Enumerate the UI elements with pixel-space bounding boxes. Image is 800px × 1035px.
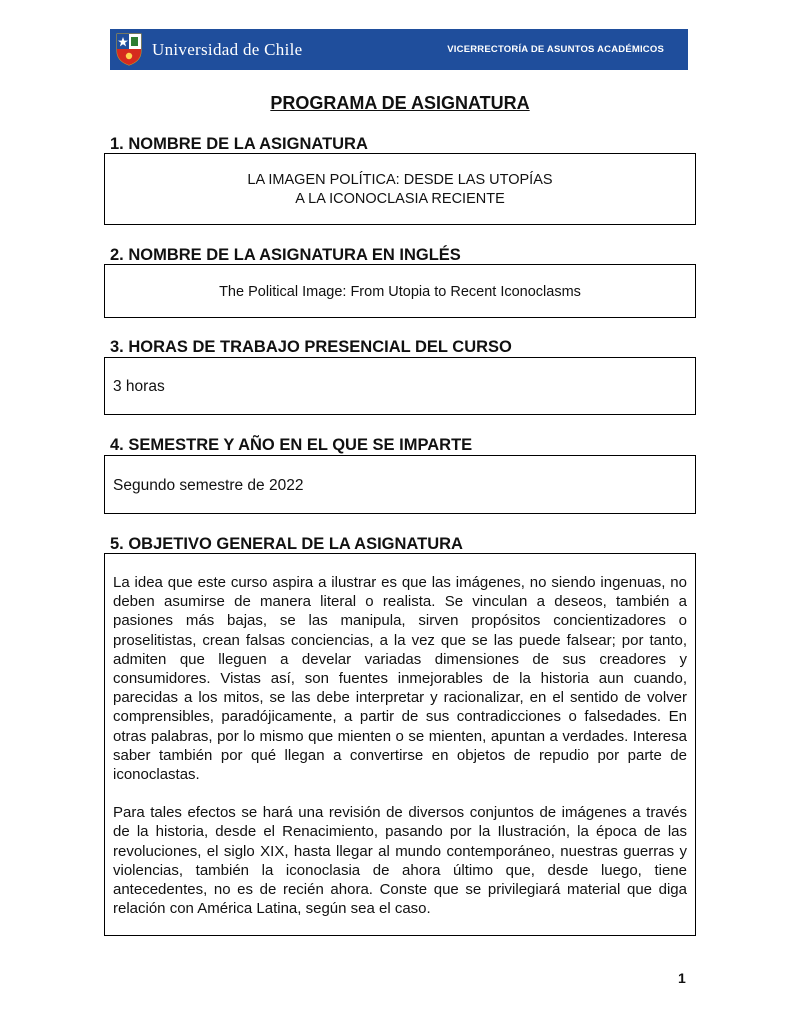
- objective-paragraph-2: Para tales efectos se hará una revisión de diversos conjuntos de imágenes a través de la historia, desde el Renacimiento, pasando por la Ilustración, la época de las revoluciones, el siglo XIX, hasta llegar al mundo contemporáneo, nuestras guerras y violencias, también la iconoclasia de ahora último que, desde luego, tiene antecedentes, no es de recién ahora. Conste que se privilegiará material que diga relación con América Latina, según sea el caso.: [113, 804, 687, 918]
- english-course-name: The Political Image: From Utopia to Recent Iconoclasms: [219, 284, 581, 300]
- section-4-heading: 4. SEMESTRE Y AÑO EN EL QUE SE IMPARTE: [110, 436, 473, 454]
- document-title: PROGRAMA DE ASIGNATURA: [270, 93, 530, 113]
- university-name: Universidad de Chile: [152, 40, 303, 59]
- course-name-box: [104, 153, 696, 225]
- hours-value: 3 horas: [113, 378, 165, 395]
- objective-box: [104, 553, 696, 936]
- hours-box: [104, 357, 696, 415]
- semester-value: Segundo semestre de 2022: [113, 477, 304, 494]
- semester-box: [104, 455, 696, 514]
- english-name-box: [104, 264, 696, 318]
- objective-paragraph-1: La idea que este curso aspira a ilustrar es que las imágenes, no siendo ingenuas, no deben asumirse de manera literal o realista. Se vinculan a deseos, también a pasiones más bajas, se las manipula, sirven propósitos concientizadores o proselitistas, crean falsas conciencias, a la vez que se las puede falsear; por tanto, admiten que lleguen a develar variadas dimensiones de sus creadores y consumidores. Vistas así, son fuentes inmejorables de la historia aun cuando, parecidas a los mitos, se las debe interpretar y racionalizar, en el sentido de volver comprensibles, paradójicamente, a partir de sus contradicciones o falsedades. En otras palabras, por lo mismo que mienten o se mienten, apuntan a verdades. Interesa saber también por qué llegan a convertirse en objetos de repudio por parte de iconoclastas.: [113, 574, 687, 784]
- section-5-heading: 5. OBJETIVO GENERAL DE LA ASIGNATURA: [110, 535, 463, 553]
- section-1-heading: 1. NOMBRE DE LA ASIGNATURA: [110, 135, 368, 153]
- vicerrectoria-label: VICERRECTORÍA DE ASUNTOS ACADÉMICOS: [447, 44, 664, 55]
- objective-text: [105, 573, 695, 918]
- university-crest-icon: [116, 33, 142, 66]
- course-name-line-2: A LA ICONOCLASIA RECIENTE: [295, 191, 505, 207]
- course-name-line-1: LA IMAGEN POLÍTICA: DESDE LAS UTOPÍAS: [247, 172, 553, 188]
- section-2-heading: 2. NOMBRE DE LA ASIGNATURA EN INGLÉS: [110, 246, 461, 264]
- page-number: 1: [678, 970, 686, 986]
- section-3-heading: 3. HORAS DE TRABAJO PRESENCIAL DEL CURSO: [110, 338, 512, 356]
- header-banner: [110, 29, 688, 70]
